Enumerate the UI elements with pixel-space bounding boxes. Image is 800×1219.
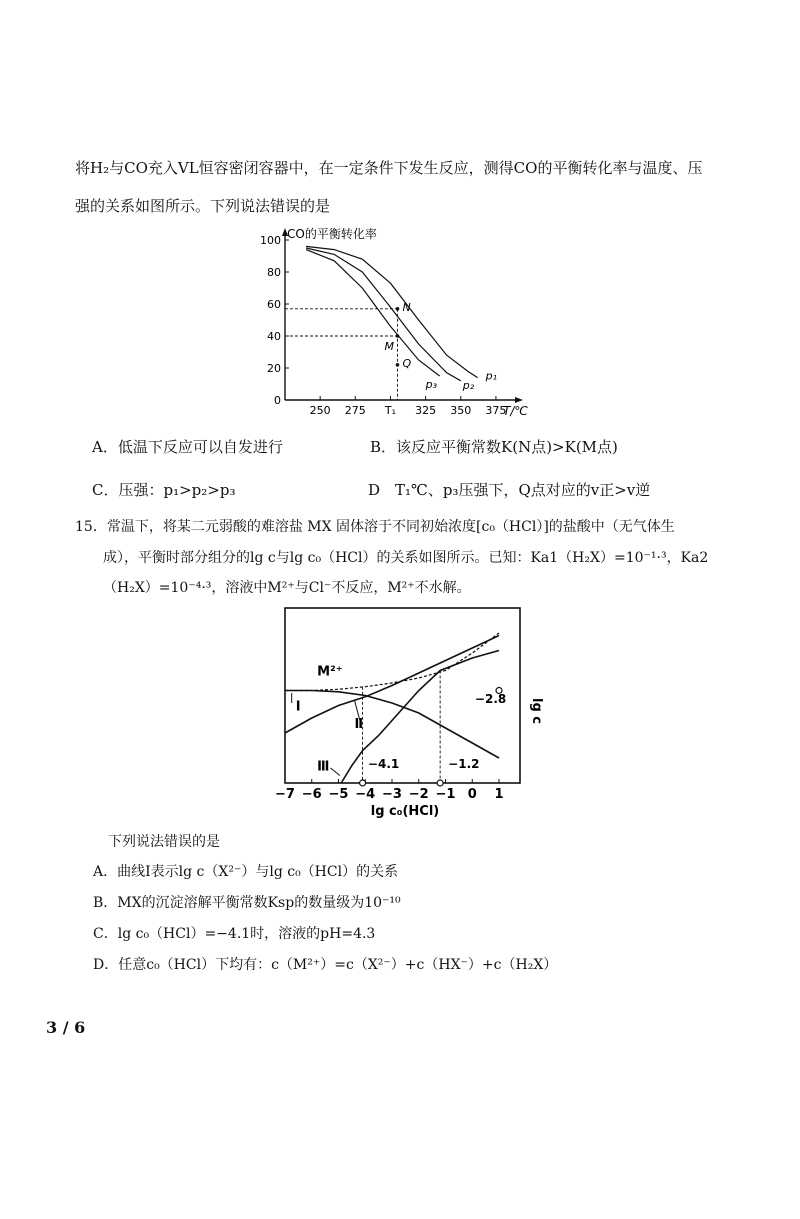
chart2-annotation: −2.8 (474, 692, 507, 706)
chart2-xtick-label: −7 (275, 787, 295, 802)
q14-option-d: D T₁℃、p₃压强下，Q点对应的v正>v逆 (368, 481, 651, 499)
chart2-series-line (285, 633, 499, 691)
chart1-ytick-label: 80 (267, 266, 281, 279)
q15-option-d: D．任意c₀（HCl）下均有：c（M²⁺）=c（X²⁻）+c（HX⁻）+c（H₂X） (93, 957, 558, 973)
chart1-ylabel: CO的平衡转化率 (287, 227, 377, 241)
chart2-series-label: M²⁺ (317, 664, 343, 680)
chart1-xtick-label: 250 (309, 404, 331, 417)
chart1-xtick-label: 375 (485, 404, 507, 417)
chart1-series-label: p₃ (425, 378, 438, 391)
chart2-series-line (285, 691, 499, 759)
chart1-xtick-label: 325 (415, 404, 437, 417)
chart2-xtick-label: −4 (355, 787, 376, 802)
q15-option-a: A．曲线Ⅰ表示lg c（X²⁻）与lg c₀（HCl）的关系 (93, 864, 399, 880)
q15-option-c: C．lg c₀（HCl）=−4.1时，溶液的pH=4.3 (93, 926, 376, 942)
chart1-point-label: N (402, 300, 411, 314)
chart2-xlabel: lg c₀(HCl) (370, 804, 440, 819)
chart1-series-line (306, 248, 461, 381)
chart1-xlabel: T/℃ (503, 404, 528, 418)
chart1-xtick-label: 275 (344, 404, 366, 417)
chart2-xtick-label: −3 (382, 787, 402, 802)
chart1-series-line (306, 246, 478, 377)
q15-option-b: B．MX的沉淀溶解平衡常数Ksp的数量级为10⁻¹⁰ (93, 895, 401, 911)
chart2-marker (437, 780, 443, 786)
chart2-series-line (285, 636, 499, 734)
chart2-xtick-label: −6 (301, 787, 322, 802)
chart1-ytick-label: 100 (260, 234, 281, 247)
chart2-series-label: Ⅲ (317, 759, 330, 775)
chart1-xtick-label: 350 (450, 404, 472, 417)
chart2-xtick-label: −5 (328, 787, 349, 802)
chart2-arrow (330, 768, 339, 776)
chart2-annotation: −1.2 (448, 757, 480, 771)
chart1-ytick-label: 60 (267, 298, 281, 311)
q15-stem-line3: （H₂X）=10⁻⁴·³，溶液中M²⁺与Cl⁻不反应，M²⁺不水解。 (103, 580, 471, 596)
chart1-ytick-label: 0 (274, 394, 281, 407)
chart2-ylabel: lg c (529, 698, 544, 724)
chart1-xtick-label: T₁ (384, 404, 397, 417)
q15-prompt: 下列说法错误的是 (108, 834, 220, 850)
q14-option-c: C．压强：p₁>p₂>p₃ (92, 481, 236, 499)
q14-option-a: A．低温下反应可以自发进行 (92, 438, 283, 456)
chart1-ytick-label: 20 (267, 362, 281, 375)
chart2-marker (360, 780, 366, 786)
q14-stem-line1: 将H₂与CO充入VL恒容密闭容器中，在一定条件下发生反应，测得CO的平衡转化率与温度、压 (75, 159, 703, 177)
q15-stem-line1: 15．常温下，将某二元弱酸的难溶盐 MX 固体溶于不同初始浓度[c₀（HCl）]的盐酸中（无气体生 (75, 519, 675, 535)
chart1-point (396, 307, 400, 311)
chart1-point (396, 334, 400, 338)
chart1-point (396, 363, 400, 367)
q14-stem-line2: 强的关系如图所示。下列说法错误的是 (75, 197, 331, 215)
chart2-xtick-label: 1 (494, 787, 504, 802)
chart2-series-label: Ⅱ (354, 717, 364, 732)
co-conversion-chart (255, 222, 545, 422)
chart2-xtick-label: 0 (467, 787, 477, 802)
q14-option-b: B．该反应平衡常数K(N点)>K(M点) (370, 438, 618, 456)
chart1-x-arrow (515, 397, 523, 403)
page-number: 3 / 6 (46, 1018, 86, 1037)
lgc-chart (265, 603, 550, 823)
chart1-ytick-label: 40 (267, 330, 281, 343)
chart1-series-label: p₂ (462, 378, 475, 392)
chart2-series-label: Ⅰ (295, 699, 301, 715)
chart2-xtick-label: −2 (408, 787, 429, 802)
q15-stem-line2: 成），平衡时部分组分的lg c与lg c₀（HCl）的关系如图所示。已知：Ka1（H₂X）=10⁻¹·³，Ka2 (103, 550, 709, 566)
chart1-point-label: M (384, 340, 394, 353)
chart1-point-label: Q (402, 356, 412, 370)
chart2-annotation: −4.1 (367, 757, 400, 771)
chart2-xtick-label: −1 (435, 787, 456, 802)
chart1-series-label: p₁ (485, 369, 498, 383)
